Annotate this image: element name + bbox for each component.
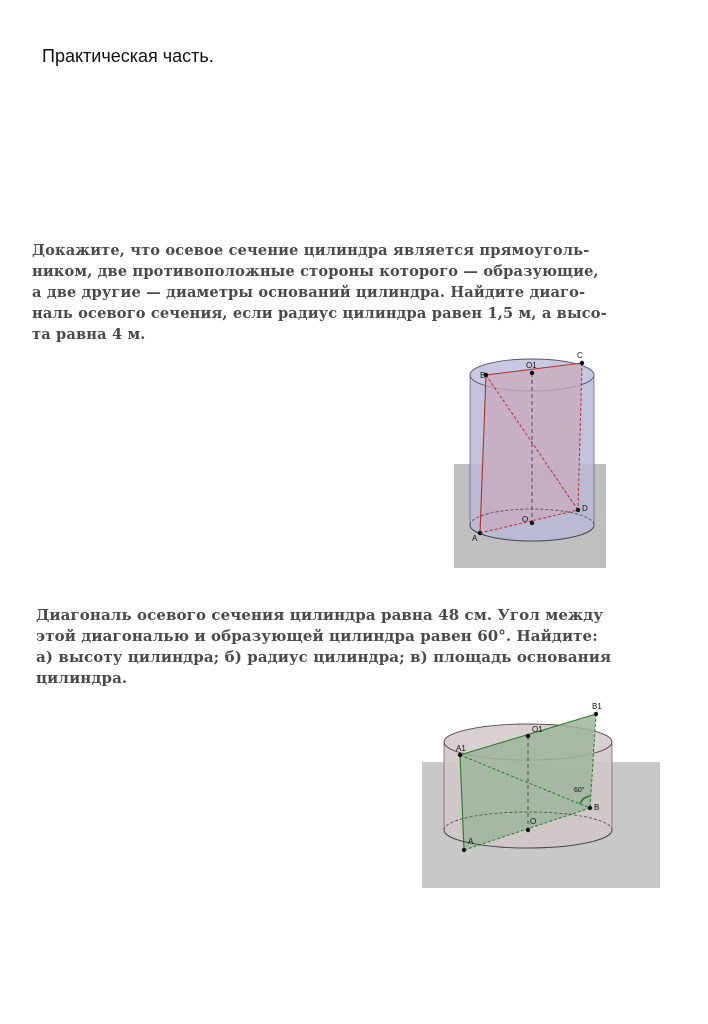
task-1-line: а две другие — диаметры оснований цилиндра. Найдите диаго- [32,284,586,301]
label-b: B [480,371,486,380]
label-o1: O1 [532,725,543,734]
task-2-line: а) высоту цилиндра; б) радиус цилиндра; в) площадь основания [36,648,612,666]
point-b1 [594,712,598,716]
point-c [580,361,584,365]
task-1-line: наль осевого сечения, если радиус цилиндра равен 1,5 м, а высо- [32,305,607,322]
point-b [588,806,592,810]
point-o [530,521,534,525]
label-o: O [522,515,529,524]
point-o1 [530,371,534,375]
label-b1: B1 [592,702,602,711]
task-2-text [36,605,644,689]
task-1-text [32,240,654,345]
cylinder-figure-1 [448,350,606,568]
label-o1: O1 [526,361,537,370]
point-a [462,848,466,852]
cylinder-figure-2 [422,700,660,888]
task-1-line: Докажите, что осевое сечение цилиндра является прямоуголь- [32,242,590,259]
label-o: O [530,817,537,826]
label-d: D [582,504,588,513]
label-a: A [472,534,478,543]
task-1-line: та равна 4 м. [32,326,146,343]
task-2-line: Диагональ осевого сечения цилиндра равна 48 см. Угол между [36,606,604,624]
label-c: C [577,351,583,360]
point-d [576,508,580,512]
point-a1 [458,753,462,757]
label-a: A [468,837,474,846]
point-o [526,828,530,832]
point-o1 [526,734,530,738]
task-2-line: цилиндра. [36,669,128,687]
task-2-line: этой диагональю и образующей цилиндра равен 60°. Найдите: [36,627,598,645]
page-heading: Практическая часть. [42,46,214,66]
task-1-line: ником, две противоположные стороны которого — образующие, [32,263,599,280]
label-b: B [594,803,600,812]
point-a [478,531,482,535]
label-a1: A1 [456,744,466,753]
label-angle: 60° [574,787,585,794]
